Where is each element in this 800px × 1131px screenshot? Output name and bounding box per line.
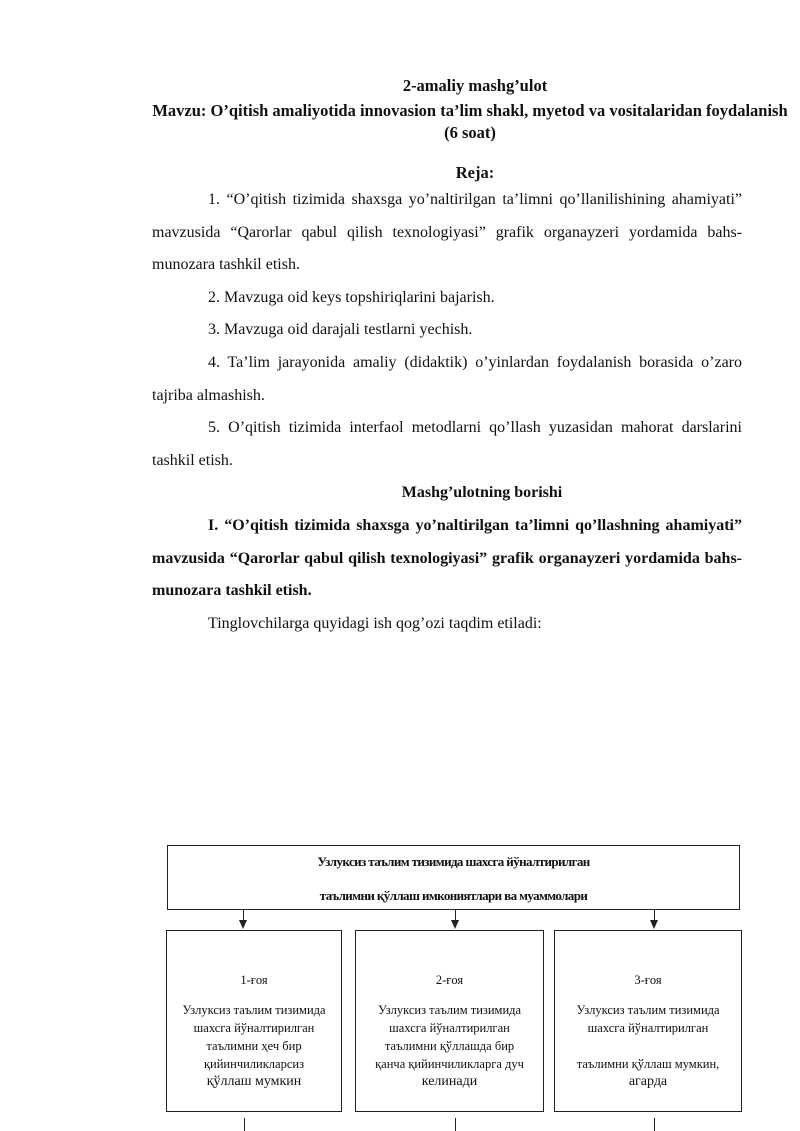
idea-2-line-1: Узлуксиз таълим тизимида <box>377 1003 522 1017</box>
idea-box-1 <box>166 930 342 1112</box>
diagram-top-box <box>167 845 740 910</box>
idea-2-line-3: таълимни қўллашда бир <box>384 1039 515 1053</box>
idea-box-2 <box>355 930 544 1112</box>
idea-1-line-2: шахсга йўналтирилган <box>193 1021 315 1035</box>
idea-label-2: 2-ғоя <box>435 973 464 987</box>
idea-2-line-5: келинади <box>421 1074 478 1089</box>
arrow-head-2 <box>451 920 459 929</box>
arrow-head-1 <box>239 920 247 929</box>
idea-box-3 <box>554 930 742 1112</box>
continuation-line-2 <box>455 1118 456 1131</box>
idea-1-line-1: Узлуксиз таълим тизимида <box>182 1003 326 1017</box>
top-box-line-2: таълимни қўллаш имкониятлари ва муаммолари <box>319 888 588 903</box>
idea-1-line-5: қўллаш мумкин <box>206 1074 302 1089</box>
idea-3-line-2: шахсга йўналтирилган <box>587 1021 709 1035</box>
continuation-line-3 <box>654 1118 655 1131</box>
plan-heading: Reja: <box>455 163 495 182</box>
plan-item-4: 4. Ta’lim jarayonida amaliy (didaktik) o’yinlardan foydalanish borasida o’zaro tajriba almashish. <box>152 353 742 404</box>
idea-3-line-1: Узлуксиз таълим тизимида <box>576 1003 720 1017</box>
idea-3-line-5: агарда <box>628 1074 668 1089</box>
plan-item-1: 1. “O’qitish tizimida shaxsga yo’naltirilgan ta’limni qo’llanilishining ahamiyati” mavzusida “Qarorlar qabul qilish texnologiyasi” grafik organayzeri yordamida bahs-munozara tashkil etish. <box>152 191 742 274</box>
idea-2-line-4: қанча қийинчиликларга дуч <box>375 1057 524 1071</box>
top-box-line-1: Узлуксиз таълим тизимида шахсга йўналтирилган <box>317 854 590 869</box>
practical-title: 2-amaliy mashg’ulot <box>402 76 548 95</box>
idea-2-line-2: шахсга йўналтирилган <box>389 1021 510 1035</box>
idea-3-line-4: таълимни қўллаш мумкин, <box>576 1057 720 1071</box>
idea-3-spacer <box>555 1037 741 1055</box>
idea-label-1: 1-ғоя <box>240 973 268 987</box>
plan-item-5: 5. O’qitish tizimida interfaol metodlarni qo’llash yuzasidan mahorat darslarini tashkil etish. <box>152 419 742 469</box>
worksheet-intro: Tinglovchilarga quyidagi ish qog’ozi taqdim etiladi: <box>208 614 542 632</box>
idea-1-line-4: қийинчиликларсиз <box>203 1057 305 1071</box>
topic-title: Mavzu: O’qitish amaliyotida innovasion ta’lim shakl, myetod va vositalaridan foydalanish (6 soat) <box>152 101 788 142</box>
idea-1-line-3: таълимни ҳеч бир <box>206 1039 302 1053</box>
procedure-heading: Mashg’ulotning borishi <box>401 484 563 502</box>
plan-item-3: 3. Mavzuga oid darajali testlarni yechish. <box>208 321 473 339</box>
section-title: I. “O’qitish tizimida shaxsga yo’naltirilgan ta’limni qo’llashning ahamiyati” mavzusida “Qarorlar qabul qilish texnologiyasi” grafik organayzeri yordamida bahs-munozara tashkil etish. <box>152 516 742 600</box>
idea-label-3: 3-ғоя <box>634 973 662 987</box>
plan-item-2: 2. Mavzuga oid keys topshiriqlarini bajarish. <box>208 288 495 306</box>
arrow-head-3 <box>650 920 658 929</box>
continuation-line-1 <box>244 1118 245 1131</box>
